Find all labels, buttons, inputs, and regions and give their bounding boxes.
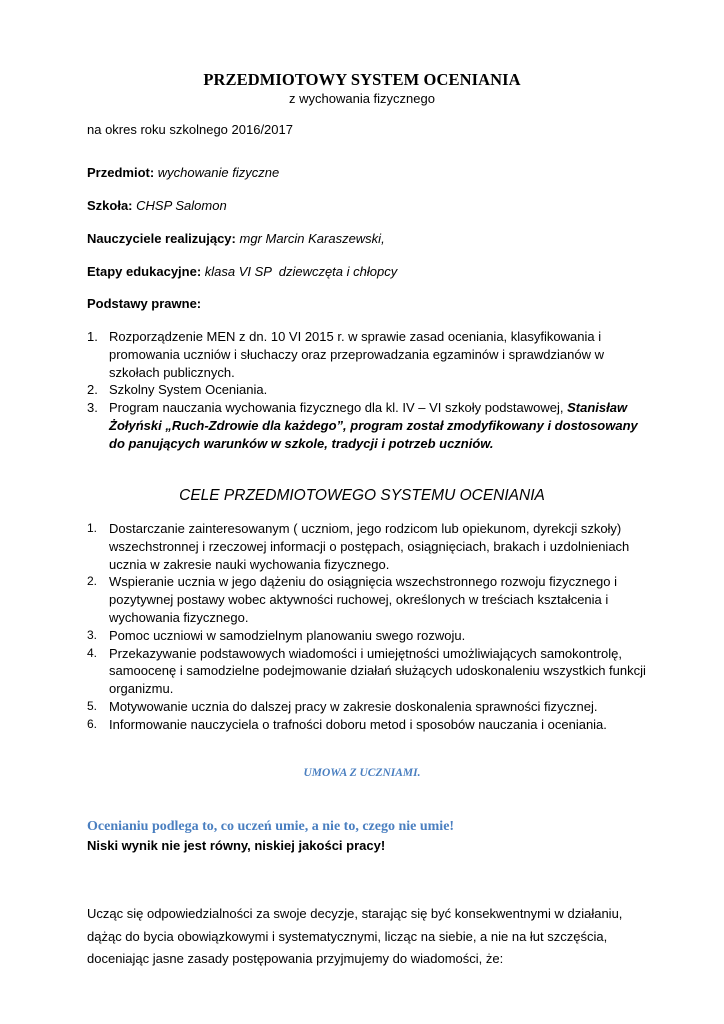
subject-label: Przedmiot: [87, 165, 155, 180]
list-item: 2. Wspieranie ucznia w jego dążeniu do osiągnięcia wszechstronnego rozwoju fizycznego i pozytywnej postawy wobec aktywności ruchowej, określonych w treściach kształcenia i wychowania fizycznego. [87, 574, 618, 625]
teachers-label: Nauczyciele realizujący: [87, 231, 236, 246]
list-item: 4. Przekazywanie podstawowych wiadomości i umiejętności umożliwiających samokontrolę, samoocenę i samodzielne podejmowanie działań służących udoskonaleniu wszystkich funkcji organizmu. [87, 645, 646, 697]
goals-section-title: CELE PRZEDMIOTOWEGO SYSTEMU OCENIANIA [179, 487, 545, 504]
list-item: 6. Informowanie nauczyciela o trafności doboru metod i sposobów nauczania i oceniania. [87, 716, 607, 732]
program-emphasis: Stanisław Żołyński „Ruch-Zdrowie dla każdego”, program został zmodyfikowany i dostosowany do panujących warunków w szkole, tradycji i potrzeb uczniów. [109, 400, 638, 451]
school-row [87, 198, 227, 213]
legal-basis-label: Podstawy prawne: [87, 296, 202, 311]
motto-subline: Niski wynik nie jest równy, niskiej jakości pracy! [87, 838, 386, 853]
list-item: 5. Motywowanie ucznia do dalszej pracy w zakresie doskonalenia sprawności fizycznej. [87, 698, 598, 714]
motto-line: Ocenianiu podlega to, co uczeń umie, a nie to, czego nie umie! [87, 819, 455, 834]
list-item: 3. Pomoc uczniowi w samodzielnym planowaniu swego rozwoju. [87, 627, 466, 643]
agreement-heading: UMOWA Z UCZNIAMI. [303, 767, 421, 779]
school-year-period: na okres roku szkolnego 2016/2017 [87, 122, 293, 137]
goals-list [87, 520, 647, 734]
list-item: 3. Program nauczania wychowania fizycznego dla kl. IV – VI szkoły podstawowej, Stanisław Żołyński „Ruch-Zdrowie dla każdego”, program został zmodyfikowany i dostosowany do panujących warunków w szkole, tradycji i potrzeb uczniów. [87, 400, 638, 451]
stages-label: Etapy edukacyjne: [87, 264, 202, 279]
stages-value: klasa VI SP dziewczęta i chłopcy [204, 264, 398, 279]
list-item: 1. Rozporządzenie MEN z dn. 10 VI 2015 r. w sprawie zasad oceniania, klasyfikowania i promowania uczniów i słuchaczy oraz przeprowadzania egzaminów i sprawdzianów w szkołach publicznych. [87, 329, 604, 380]
legal-basis-list [87, 328, 647, 453]
teachers-value: mgr Marcin Karaszewski, [239, 231, 385, 246]
closing-paragraph: Ucząc się odpowiedzialności za swoje decyzje, starając się być konsekwentnymi w działaniu, dążąc do bycia obowiązkowymi i systematycznymi, licząc na siebie, a nie na łut szczęścia, doceniając jasne zasady postępowania przyjmujemy do wiadomości, że: [87, 906, 623, 966]
list-item: 2. Szkolny System Oceniania. [87, 382, 268, 398]
school-label: Szkoła: [87, 198, 133, 213]
teachers-row [87, 231, 385, 246]
document-subtitle: z wychowania fizycznego [289, 91, 435, 106]
document-title: PRZEDMIOTOWY SYSTEM OCENIANIA [203, 70, 521, 89]
stages-row [87, 264, 397, 279]
subject-value: wychowanie fizyczne [157, 165, 280, 180]
subject-row [87, 165, 279, 180]
school-value: CHSP Salomon [136, 198, 227, 213]
list-item: 1. Dostarczanie zainteresowanym ( uczniom, jego rodzicom lub opiekunom, dyrekcji szkoły) wszechstronnej i rzeczowej informacji o postępach, osiągnięciach, brakach i uzdolnieniach ucznia w zakresie nauki wychowania fizycznego. [87, 521, 630, 572]
